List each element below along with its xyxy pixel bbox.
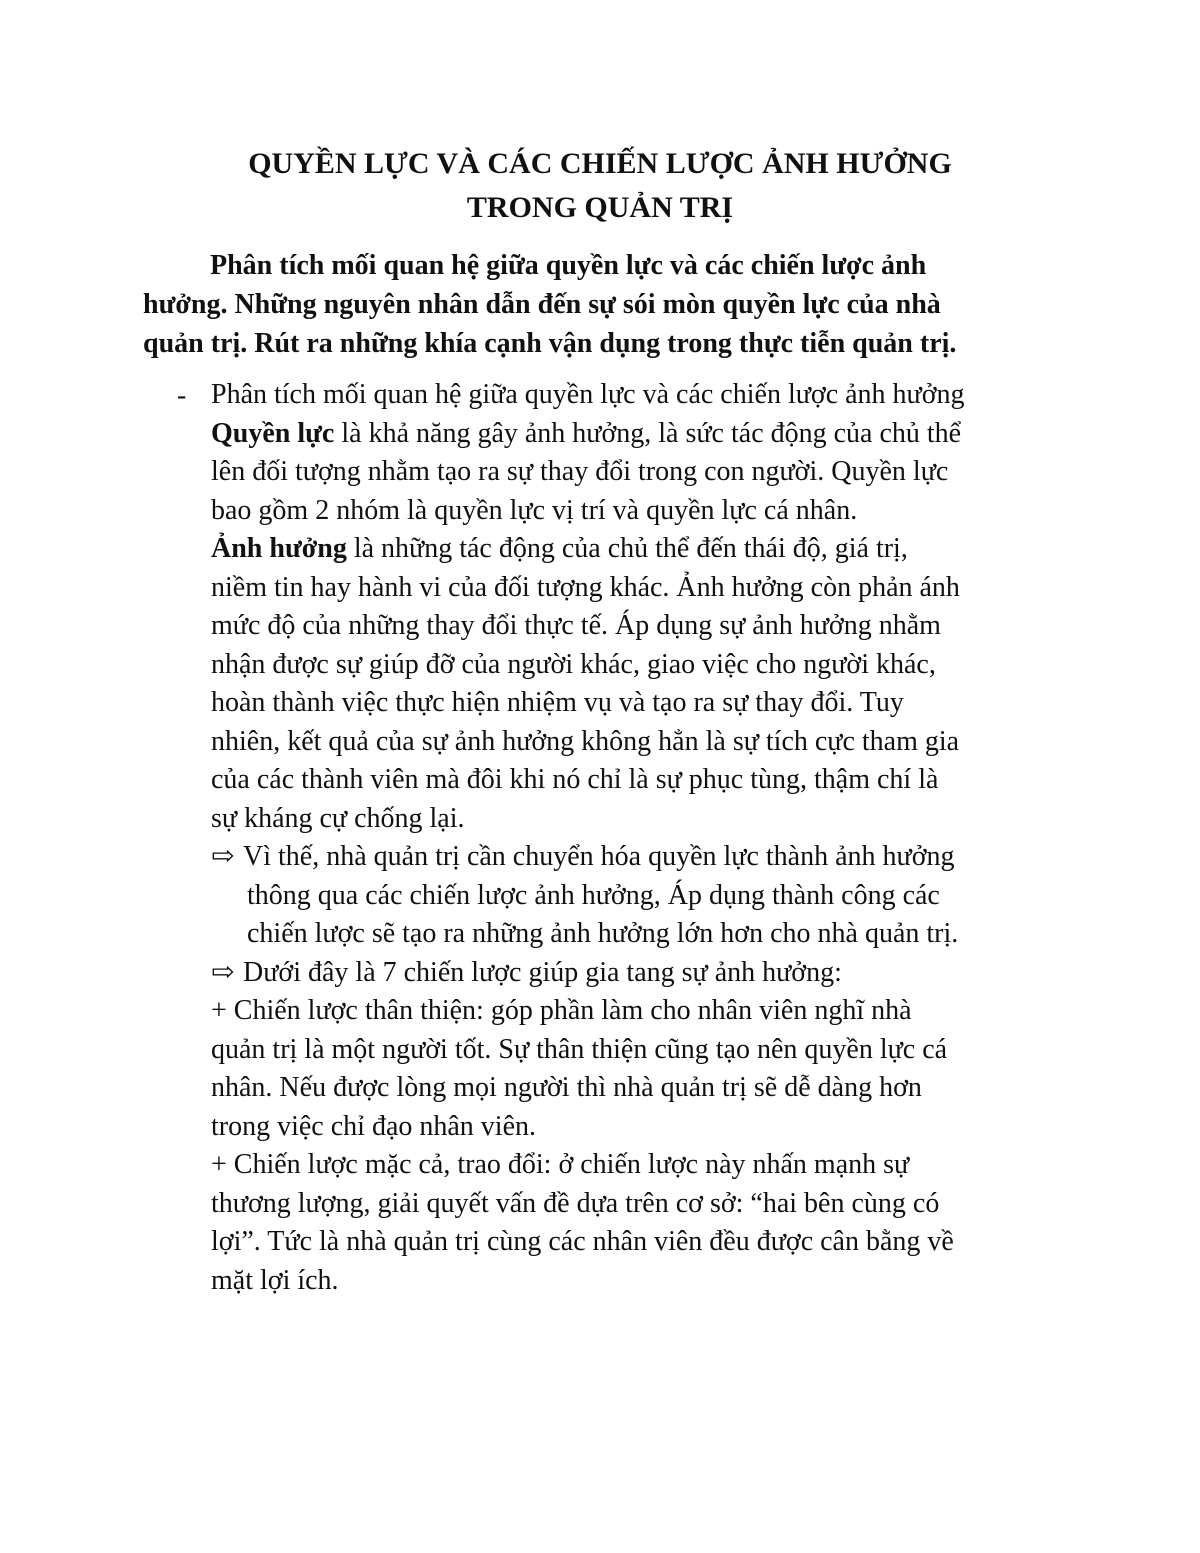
power-term: Quyền lực bbox=[211, 417, 335, 449]
influence-definition-line-6: nhiên, kết quả của sự ảnh hưởng không hẳn là sự tích cực tham gia bbox=[211, 725, 960, 757]
strategy-friendly-line-2: quản trị là một người tốt. Sự thân thiện cũng tạo nên quyền lực cá bbox=[211, 1033, 948, 1065]
conclusion-1-line-2: thông qua các chiến lược ảnh hưởng, Áp dụng thành công các bbox=[247, 879, 940, 911]
influence-definition-line-2: niềm tin hay hành vi của đối tượng khác. Ảnh hưởng còn phản ánh bbox=[211, 571, 960, 603]
conclusion-1-line-3: chiến lược sẽ tạo ra những ảnh hưởng lớn hơn cho nhà quản trị. bbox=[247, 918, 959, 949]
document-title-line-1: QUYỀN LỰC VÀ CÁC CHIẾN LƯỢC ẢNH HƯỞNG bbox=[248, 147, 952, 180]
conclusion-2-line-1 bbox=[211, 954, 1071, 993]
power-definition-line-1 bbox=[211, 415, 1071, 454]
strategy-bargain-line-2: thương lượng, giải quyết vấn đề dựa trên cơ sở: “hai bên cùng có bbox=[211, 1187, 940, 1219]
strategy-bargain-line-1: + Chiến lược mặc cả, trao đổi: ở chiến lược này nhấn mạnh sự bbox=[211, 1149, 910, 1180]
prompt-line-3: quản trị. Rút ra những khía cạnh vận dụng trong thực tiễn quản trị. bbox=[143, 328, 957, 359]
essay-prompt bbox=[143, 246, 1063, 363]
strategy-bargain-line-4: mặt lợi ích. bbox=[211, 1264, 339, 1296]
prompt-line-1: Phân tích mối quan hệ giữa quyền lực và các chiến lược ảnh bbox=[210, 250, 927, 281]
section-heading: Phân tích mối quan hệ giữa quyền lực và các chiến lược ảnh hưởng bbox=[211, 379, 965, 410]
conclusion-1-text: Vì thế, nhà quản trị cần chuyển hóa quyền lực thành ảnh hưởng bbox=[243, 841, 955, 872]
power-definition-line-3: bao gồm 2 nhóm là quyền lực vị trí và quyền lực cá nhân. bbox=[211, 494, 858, 526]
influence-definition-line-5: hoàn thành việc thực hiện nhiệm vụ và tạo ra sự thay đổi. Tuy bbox=[211, 687, 904, 718]
strategy-friendly-line-4: trong việc chỉ đạo nhân viên. bbox=[211, 1110, 537, 1142]
influence-definition-line-7: của các thành viên mà đôi khi nó chỉ là sự phục tùng, thậm chí là bbox=[211, 764, 939, 795]
influence-definition-rest: là những tác động của chủ thể đến thái độ, giá trị, bbox=[346, 533, 908, 564]
influence-definition-line-8: sự kháng cự chống lại. bbox=[211, 802, 465, 834]
document-title-line-2: TRONG QUẢN TRỊ bbox=[466, 191, 734, 224]
strategy-friendly-line-3: nhân. Nếu được lòng mọi người thì nhà quản trị sẽ dễ dàng hơn bbox=[211, 1072, 922, 1103]
strategy-friendly-line-1: + Chiến lược thân thiện: góp phần làm cho nhân viên nghĩ nhà bbox=[211, 995, 912, 1026]
arrow-right-icon: ⇨ bbox=[211, 841, 235, 872]
conclusion-1-line-1 bbox=[211, 838, 1071, 877]
list-dash-marker: - bbox=[177, 380, 187, 411]
influence-definition-line-3: mức độ của những thay đổi thực tế. Áp dụng sự ảnh hưởng nhằm bbox=[211, 610, 941, 641]
arrow-right-icon: ⇨ bbox=[211, 956, 235, 988]
prompt-line-2: hưởng. Những nguyên nhân dẫn đến sự sói mòn quyền lực của nhà bbox=[143, 289, 941, 320]
power-definition-rest: là khả năng gây ảnh hưởng, là sức tác động của chủ thể bbox=[334, 417, 962, 449]
conclusion-2-text: Dưới đây là 7 chiến lược giúp gia tang sự ảnh hưởng: bbox=[243, 956, 842, 988]
influence-definition-line-4: nhận được sự giúp đỡ của người khác, giao việc cho người khác, bbox=[211, 648, 936, 680]
strategy-bargain-line-3: lợi”. Tức là nhà quản trị cùng các nhân viên đều được cân bằng về bbox=[211, 1226, 954, 1257]
influence-definition-line-1 bbox=[211, 530, 1071, 569]
body-text bbox=[211, 376, 1071, 1300]
influence-term: Ảnh hưởng bbox=[211, 533, 347, 564]
power-definition-line-2: lên đối tượng nhằm tạo ra sự thay đổi trong con người. Quyền lực bbox=[211, 456, 949, 487]
